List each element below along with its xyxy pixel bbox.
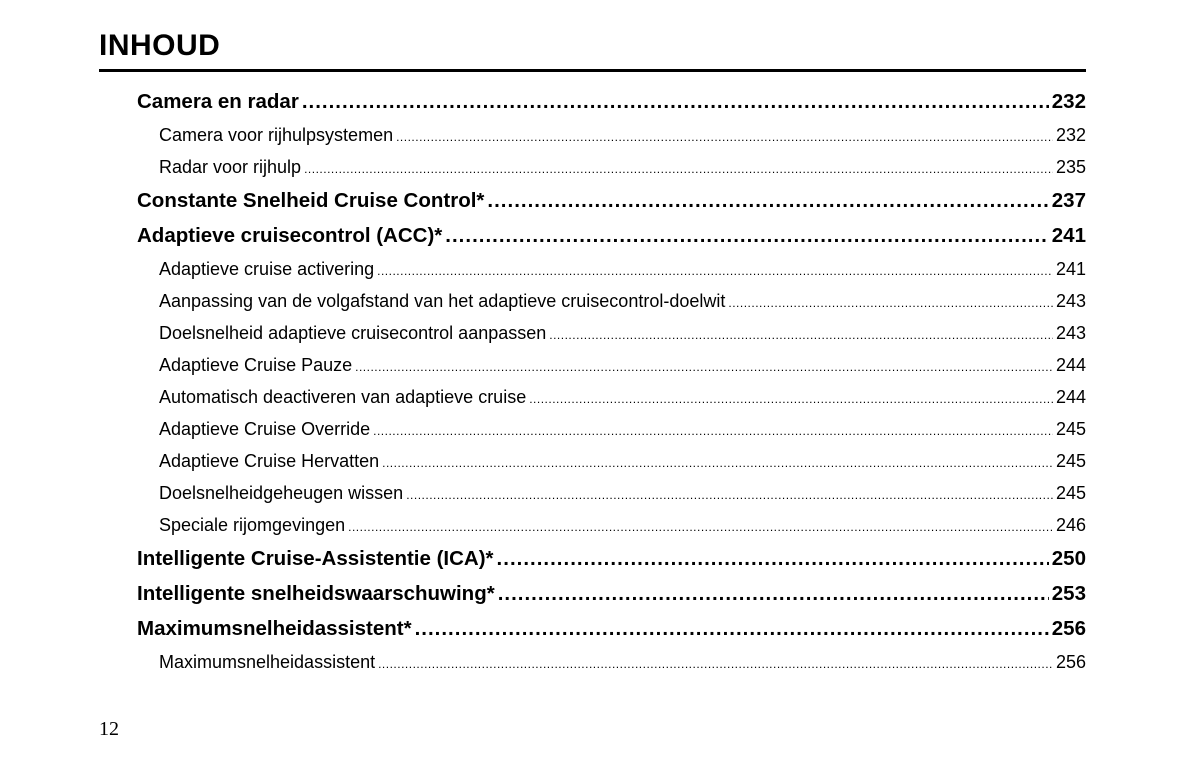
toc-entry-page: 244 — [1055, 387, 1086, 407]
dot-leader — [529, 383, 1053, 415]
toc-entry-page: 245 — [1055, 483, 1086, 503]
toc-entry-label: Intelligente Cruise-Assistentie (ICA)* — [137, 547, 494, 570]
toc-entry-page: 243 — [1055, 323, 1086, 343]
toc-entry-label: Intelligente snelheidswaarschuwing* — [137, 582, 495, 605]
dot-leader — [415, 611, 1049, 646]
toc-entry-label: Maximumsnelheidassistent* — [137, 617, 412, 640]
toc-entry-page: 246 — [1055, 515, 1086, 535]
toc-entry-page: 250 — [1051, 547, 1086, 570]
toc-entry-label: Maximumsnelheidassistent — [159, 652, 376, 672]
dot-leader — [487, 183, 1048, 218]
toc-entry-speciale-rijomgevingen[interactable] — [137, 509, 1086, 541]
toc-entry-label: Adaptieve cruise activering — [159, 259, 375, 279]
toc-entry-page: 235 — [1055, 157, 1086, 177]
toc-entry-page: 243 — [1055, 291, 1086, 311]
dot-leader — [406, 479, 1053, 511]
toc-entry-page: 256 — [1055, 652, 1086, 672]
toc-entry-automatisch-deactiveren[interactable] — [137, 381, 1086, 413]
toc-entry-page: 232 — [1051, 90, 1086, 113]
toc-entry-label: Adaptieve Cruise Override — [159, 419, 371, 439]
toc-entry-doelsnelheid-aanpassen[interactable] — [137, 317, 1086, 349]
toc-entry-label: Speciale rijomgevingen — [159, 515, 346, 535]
toc-entry-label: Automatisch deactiveren van adaptieve cruise — [159, 387, 527, 407]
toc-entry-page: 245 — [1055, 419, 1086, 439]
dot-leader — [378, 648, 1053, 680]
toc-entry-page: 232 — [1055, 125, 1086, 145]
dot-leader — [498, 576, 1049, 611]
dot-leader — [348, 511, 1053, 543]
page-title: INHOUD — [99, 29, 221, 62]
toc-entry-maximumsnelheidassistent-sub[interactable] — [137, 646, 1086, 678]
toc-entry-label: Constante Snelheid Cruise Control* — [137, 189, 485, 212]
title-divider — [99, 69, 1086, 72]
toc-entry-maximumsnelheidassistent[interactable] — [137, 611, 1086, 646]
toc-entry-label: Adaptieve Cruise Pauze — [159, 355, 353, 375]
dot-leader — [302, 84, 1049, 119]
dot-leader — [728, 287, 1053, 319]
toc-entry-label: Camera en radar — [137, 90, 299, 113]
toc-entry-intelligente-snelheidswaarschuwing[interactable] — [137, 576, 1086, 611]
dot-leader — [497, 541, 1049, 576]
toc-entry-page: 245 — [1055, 451, 1086, 471]
dot-leader — [377, 255, 1053, 287]
toc-entry-label: Doelsnelheid adaptieve cruisecontrol aanpassen — [159, 323, 547, 343]
toc-entry-adaptieve-cruise-activering[interactable] — [137, 253, 1086, 285]
toc-entry-page: 237 — [1051, 189, 1086, 212]
toc-entry-doelsnelheidgeheugen-wissen[interactable] — [137, 477, 1086, 509]
toc-entry-label: Radar voor rijhulp — [159, 157, 302, 177]
toc-entry-label: Aanpassing van de volgafstand van het adaptieve cruisecontrol-doelwit — [159, 291, 726, 311]
toc-entry-page: 256 — [1051, 617, 1086, 640]
toc-entry-label: Doelsnelheidgeheugen wissen — [159, 483, 404, 503]
dot-leader — [355, 351, 1053, 383]
toc-entry-intelligente-cruise-assistentie[interactable] — [137, 541, 1086, 576]
toc-entry-page: 253 — [1051, 582, 1086, 605]
toc-entry-constante-snelheid-cruise-control[interactable] — [137, 183, 1086, 218]
toc-entry-aanpassing-volgafstand[interactable] — [137, 285, 1086, 317]
dot-leader — [549, 319, 1053, 351]
dot-leader — [445, 218, 1049, 253]
toc-entry-adaptieve-cruise-pauze[interactable] — [137, 349, 1086, 381]
dot-leader — [304, 153, 1053, 185]
page-number: 12 — [99, 718, 119, 740]
toc-entry-camera-en-radar[interactable] — [137, 84, 1086, 119]
toc-entry-page: 241 — [1051, 224, 1086, 247]
toc-entry-adaptieve-cruisecontrol[interactable] — [137, 218, 1086, 253]
dot-leader — [382, 447, 1053, 479]
toc-entry-adaptieve-cruise-hervatten[interactable] — [137, 445, 1086, 477]
toc-entry-page: 244 — [1055, 355, 1086, 375]
table-of-contents — [137, 84, 1086, 678]
dot-leader — [396, 121, 1053, 153]
toc-entry-page: 241 — [1055, 259, 1086, 279]
toc-entry-adaptieve-cruise-override[interactable] — [137, 413, 1086, 445]
toc-entry-radar-voor-rijhulp[interactable] — [137, 151, 1086, 183]
toc-entry-camera-voor-rijhulpsystemen[interactable] — [137, 119, 1086, 151]
toc-entry-label: Camera voor rijhulpsystemen — [159, 125, 394, 145]
dot-leader — [373, 415, 1053, 447]
toc-entry-label: Adaptieve Cruise Hervatten — [159, 451, 380, 471]
toc-entry-label: Adaptieve cruisecontrol (ACC)* — [137, 224, 443, 247]
